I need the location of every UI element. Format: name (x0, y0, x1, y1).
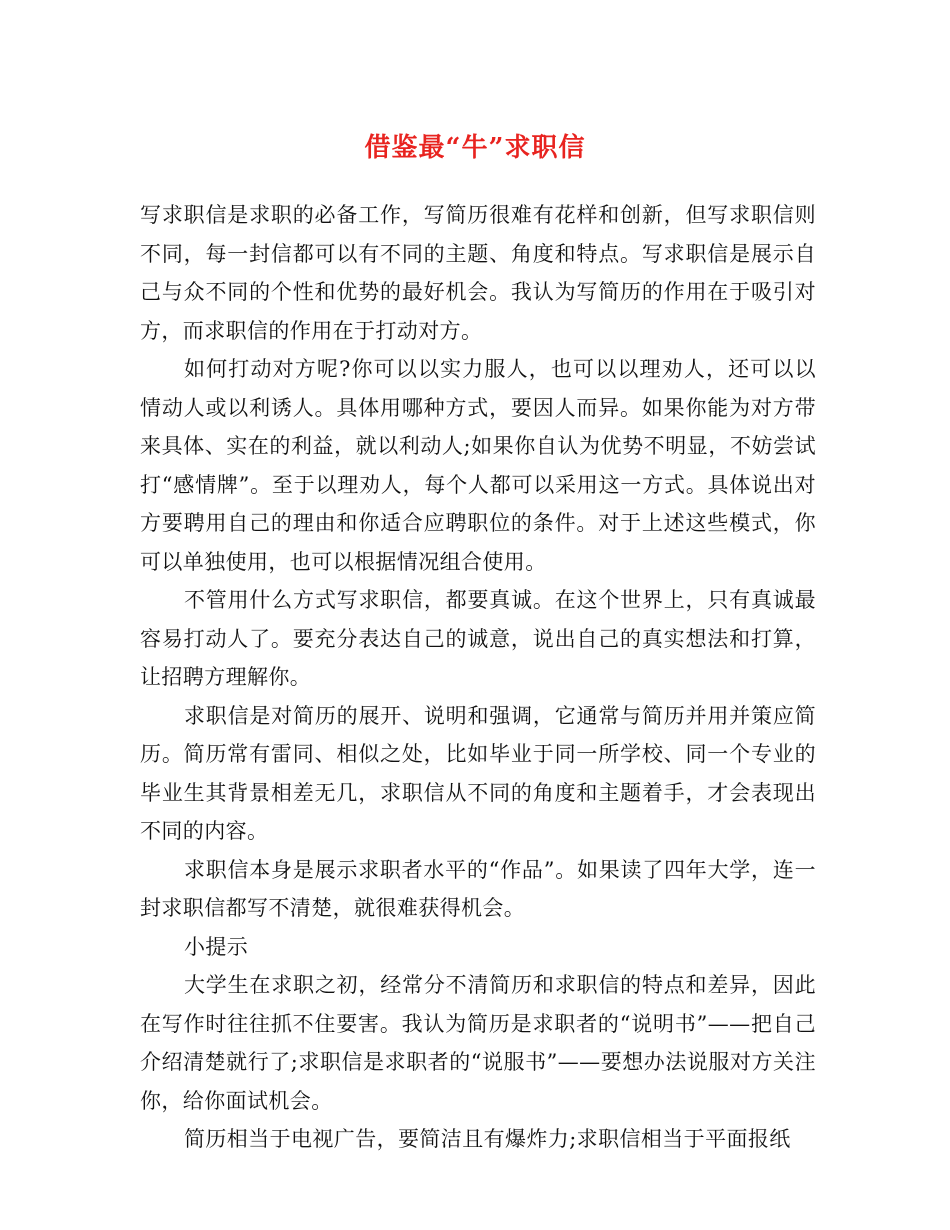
paragraph-sincerity: 不管用什么方式写求职信，都要真诚。在这个世界上，只有真诚最容易打动人了。要充分表达自己的诚意，说出自己的真实想法和打算，让招聘方理解你。 (140, 588, 816, 689)
document-body (140, 196, 816, 1159)
document-title: 借鉴最“牛”求职信 (364, 133, 586, 163)
paragraph-tips-difference: 大学生在求职之初，经常分不清简历和求职信的特点和差异，因此在写作时往往抓不住要害。我认为简历是求职者的“说明书”——把自己介绍清楚就行了;求职信是求职者的“说服书”——要想办法说服对方关注你，给你面试机会。 (140, 973, 816, 1113)
tips-heading: 小提示 (184, 934, 249, 959)
paragraph-tips-analogy: 简历相当于电视广告，要简洁且有爆炸力;求职信相当于平面报纸 (184, 1127, 791, 1151)
paragraph-how-to-persuade: 如何打动对方呢?你可以以实力服人，也可以以理劝人，还可以以情动人或以利诱人。具体用哪种方式，要因人而异。如果你能为对方带来具体、实在的利益，就以利动人;如果你自认为优势不明显，不妨尝试打“感情牌”。至于以理劝人，每个人都可以采用这一方式。具体说出对方要聘用自己的理由和你适合应聘职位的条件。对于上述这些模式，你可以单独使用，也可以根据情况组合使用。 (140, 357, 816, 574)
paragraph-intro: 写求职信是求职的必备工作，写简历很难有花样和创新，但写求职信则不同，每一封信都可以有不同的主题、角度和特点。写求职信是展示自己与众不同的个性和优势的最好机会。我认为写简历的作用在于吸引对方，而求职信的作用在于打动对方。 (140, 203, 816, 343)
paragraph-resume-relation: 求职信是对简历的展开、说明和强调，它通常与简历并用并策应简历。简历常有雷同、相似之处，比如毕业于同一所学校、同一个专业的毕业生其背景相差无几，求职信从不同的角度和主题着手，才会表现出不同的内容。 (140, 703, 816, 843)
paragraph-work-sample: 求职信本身是展示求职者水平的“作品”。如果读了四年大学，连一封求职信都写不清楚，就很难获得机会。 (140, 857, 816, 920)
